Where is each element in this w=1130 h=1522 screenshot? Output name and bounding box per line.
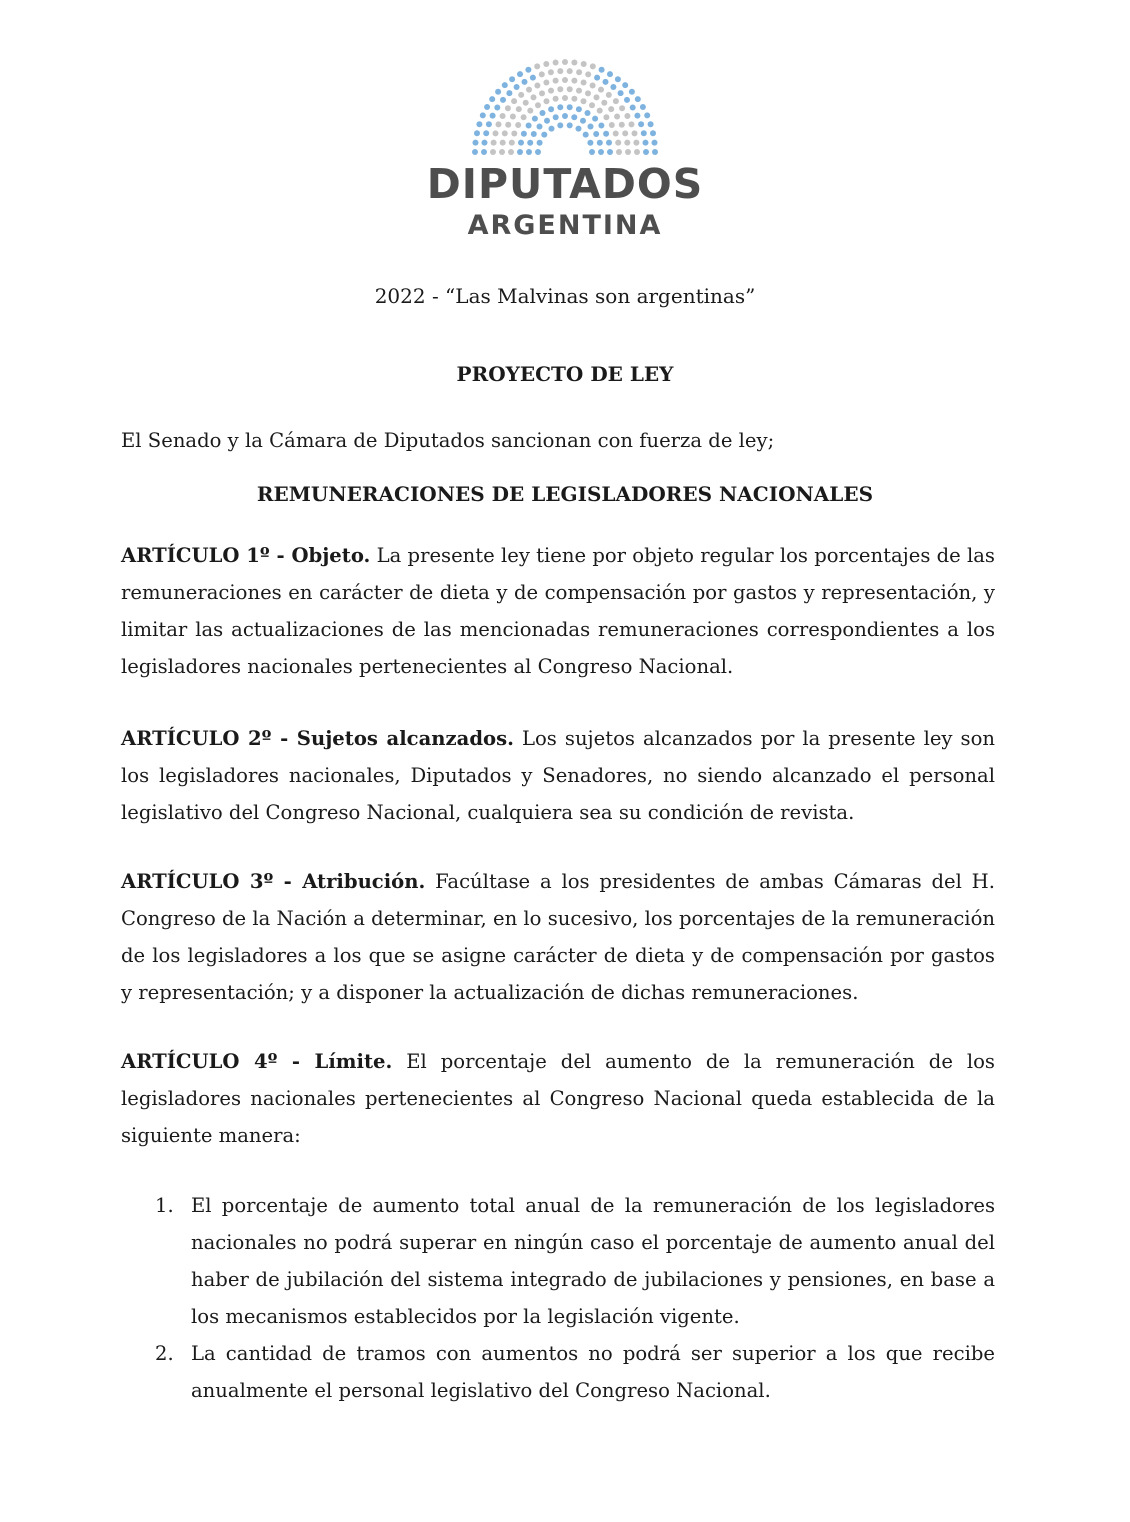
seat-dot bbox=[486, 121, 492, 127]
article-1 bbox=[121, 537, 995, 685]
seat-dot bbox=[481, 149, 487, 155]
seat-dot bbox=[526, 149, 532, 155]
seat-dot bbox=[510, 114, 516, 120]
seat-dot bbox=[609, 122, 615, 128]
seat-dot bbox=[643, 140, 649, 146]
seat-dot bbox=[557, 68, 563, 74]
diputados-logo bbox=[0, 50, 1130, 250]
seat-dot bbox=[527, 108, 533, 114]
seat-dot bbox=[618, 90, 624, 96]
seat-dot bbox=[541, 132, 547, 138]
seat-dot bbox=[615, 76, 621, 82]
seat-dot bbox=[540, 110, 546, 116]
seat-dot bbox=[526, 87, 532, 93]
seat-dot bbox=[500, 97, 506, 103]
seat-dot bbox=[616, 149, 622, 155]
seat-dot bbox=[603, 79, 609, 85]
seat-dot bbox=[643, 149, 649, 155]
seat-dot bbox=[624, 140, 630, 146]
seat-dot bbox=[601, 100, 607, 106]
seat-dot bbox=[619, 105, 625, 111]
list-item bbox=[121, 1187, 995, 1335]
seat-dot bbox=[543, 80, 549, 86]
seat-dot bbox=[594, 94, 600, 100]
seat-dot bbox=[607, 149, 613, 155]
seat-dot bbox=[496, 121, 502, 127]
seat-dot bbox=[632, 130, 638, 136]
seat-dot bbox=[491, 140, 497, 146]
seat-dot bbox=[576, 126, 582, 132]
seat-dot bbox=[567, 122, 573, 128]
seat-dot bbox=[644, 112, 650, 118]
year-motto: 2022 - “Las Malvinas son argentinas” bbox=[374, 284, 756, 308]
article-4-lead: ARTÍCULO 4º - Límite. bbox=[121, 1050, 393, 1073]
seat-dot bbox=[608, 106, 614, 112]
seat-dot bbox=[593, 131, 599, 137]
seat-dot bbox=[598, 123, 604, 129]
seat-dot bbox=[534, 83, 540, 89]
seat-dot bbox=[634, 113, 640, 119]
seat-dot bbox=[633, 140, 639, 146]
law-title: REMUNERACIONES DE LEGISLADORES NACIONALES bbox=[256, 482, 874, 506]
seat-dot bbox=[490, 149, 496, 155]
seat-dot bbox=[553, 60, 559, 66]
seat-dot bbox=[622, 82, 628, 88]
seat-dot bbox=[517, 149, 523, 155]
seat-dot bbox=[585, 90, 591, 96]
article-4-text: El porcentaje del aumento de la remuneración de los legisladores nacionales pertenecientes al Congreso Nacional queda establecida de la siguiente manera: bbox=[121, 1050, 995, 1147]
seat-dot bbox=[624, 97, 630, 103]
seat-dot bbox=[599, 67, 605, 73]
seat-dot bbox=[527, 140, 533, 146]
seat-dot bbox=[567, 104, 573, 110]
seat-dot bbox=[535, 149, 541, 155]
seat-dot bbox=[505, 105, 511, 111]
seat-dot bbox=[514, 84, 520, 90]
seat-dot bbox=[571, 60, 577, 66]
seat-dot bbox=[543, 61, 549, 67]
seat-dot bbox=[587, 140, 593, 146]
seat-dot bbox=[589, 149, 595, 155]
seat-dot bbox=[509, 140, 515, 146]
seat-dot bbox=[544, 118, 550, 124]
seat-dot bbox=[518, 140, 524, 146]
seat-dot bbox=[640, 104, 646, 110]
seat-dot bbox=[581, 98, 587, 104]
seat-dot bbox=[534, 63, 540, 69]
seat-dot bbox=[585, 71, 591, 77]
seat-dot bbox=[624, 113, 630, 119]
article-2 bbox=[121, 720, 995, 831]
seat-dot bbox=[539, 90, 545, 96]
seat-dot bbox=[635, 96, 641, 102]
seat-dot bbox=[613, 98, 619, 104]
seat-dot bbox=[606, 92, 612, 98]
seat-dot bbox=[588, 124, 594, 130]
seat-dot bbox=[648, 121, 654, 127]
seat-dot bbox=[592, 116, 598, 122]
article-3 bbox=[121, 863, 995, 1011]
list-item-number: 2. bbox=[155, 1342, 174, 1365]
seat-dot bbox=[537, 140, 543, 146]
seat-dot bbox=[506, 90, 512, 96]
seat-dot bbox=[515, 122, 521, 128]
seat-dot bbox=[476, 121, 482, 127]
seat-dot bbox=[531, 131, 537, 137]
seat-dot bbox=[517, 71, 523, 77]
seat-dot bbox=[576, 88, 582, 94]
seat-dot bbox=[518, 92, 524, 98]
article-3-lead: ARTÍCULO 3º - Atribución. bbox=[121, 870, 426, 893]
seat-dot bbox=[557, 86, 563, 92]
seat-dot bbox=[603, 114, 609, 120]
seat-dot bbox=[571, 96, 577, 102]
seat-dot bbox=[473, 140, 479, 146]
seat-dot bbox=[522, 79, 528, 85]
seat-dot bbox=[482, 140, 488, 146]
seat-dot bbox=[553, 114, 559, 120]
article-1-text: La presente ley tiene por objeto regular los porcentajes de las remuneraciones en carácter de dieta y de compensación por gastos y representación, y limitar las actualizaciones de las mencionadas remuneraciones correspondientes a los legisladores nacionales pertenecientes al Congreso Nacional. bbox=[121, 544, 995, 678]
seat-dot bbox=[613, 131, 619, 137]
seat-dot bbox=[500, 140, 506, 146]
article-1-lead: ARTÍCULO 1º - Objeto. bbox=[121, 544, 371, 567]
seat-dot bbox=[562, 77, 568, 83]
seat-dot bbox=[581, 80, 587, 86]
article-4-list bbox=[121, 1187, 995, 1409]
seat-dot bbox=[535, 102, 541, 108]
seat-dot bbox=[583, 132, 589, 138]
seat-dot bbox=[505, 122, 511, 128]
seat-dot bbox=[480, 112, 486, 118]
seat-dot bbox=[630, 105, 636, 111]
article-2-lead: ARTÍCULO 2º - Sujetos alcanzados. bbox=[121, 727, 514, 750]
list-item-text: La cantidad de tramos con aumentos no podrá ser superior a los que recibe anualmente el personal legislativo del Congreso Nacional. bbox=[191, 1342, 995, 1402]
seat-dot bbox=[553, 96, 559, 102]
seat-dot bbox=[597, 108, 603, 114]
seat-dot bbox=[589, 102, 595, 108]
seat-dot bbox=[562, 59, 568, 65]
seat-dot bbox=[652, 149, 658, 155]
seat-dot bbox=[619, 122, 625, 128]
seat-dot bbox=[576, 69, 582, 75]
article-2-text: Los sujetos alcanzados por la presente ley son los legisladores nacionales, Diputados y Senadores, no siendo alcanzado el personal legislativo del Congreso Nacional, cualquiera sea su condición de revista. bbox=[121, 727, 995, 824]
seat-dot bbox=[548, 69, 554, 75]
seat-dot bbox=[532, 116, 538, 122]
seat-dot bbox=[521, 131, 527, 137]
seat-dot bbox=[650, 130, 656, 136]
enacting-clause: El Senado y la Cámara de Diputados sancionan con fuerza de ley; bbox=[121, 429, 775, 452]
seat-dot bbox=[549, 126, 555, 132]
seat-dot bbox=[489, 96, 495, 102]
seat-dot bbox=[562, 113, 568, 119]
seat-dot bbox=[526, 123, 532, 129]
seat-dot bbox=[571, 114, 577, 120]
seat-dot bbox=[590, 83, 596, 89]
seat-dot bbox=[607, 71, 613, 77]
seat-dot bbox=[502, 130, 508, 136]
seat-dot bbox=[576, 106, 582, 112]
seat-dot bbox=[493, 130, 499, 136]
seat-dot bbox=[494, 105, 500, 111]
seat-dot bbox=[634, 149, 640, 155]
logo-title: DIPUTADOS bbox=[426, 160, 704, 208]
seat-dot bbox=[629, 121, 635, 127]
seat-dot bbox=[594, 75, 600, 81]
list-item bbox=[121, 1335, 995, 1409]
seat-dot bbox=[606, 140, 612, 146]
list-item-number: 1. bbox=[155, 1194, 174, 1217]
seat-dot bbox=[472, 149, 478, 155]
seat-dot bbox=[539, 71, 545, 77]
article-4 bbox=[121, 1043, 995, 1154]
seat-dot bbox=[516, 106, 522, 112]
list-item-text: El porcentaje de aumento total anual de la remuneración de los legisladores nacionales no podrá superar en ningún caso el porcentaje de aumento anual del haber de jubilación del sistema integrado de jubilaciones y pensiones, en base a los mecanismos establecidos por la legislación vigente. bbox=[191, 1194, 995, 1328]
seat-dot bbox=[562, 95, 568, 101]
seat-dot bbox=[598, 87, 604, 93]
seat-dot bbox=[521, 114, 527, 120]
seat-dot bbox=[603, 131, 609, 137]
seat-dot bbox=[581, 61, 587, 67]
seat-dot bbox=[597, 140, 603, 146]
seat-dot bbox=[598, 149, 604, 155]
seat-dot bbox=[484, 104, 490, 110]
seat-dot bbox=[537, 124, 543, 130]
seat-dot bbox=[502, 82, 508, 88]
seat-dot bbox=[629, 89, 635, 95]
seat-dot bbox=[553, 78, 559, 84]
seat-dot bbox=[638, 121, 644, 127]
seat-dot bbox=[509, 76, 515, 82]
seat-dot bbox=[580, 118, 586, 124]
seat-dot bbox=[585, 110, 591, 116]
seat-dot bbox=[548, 106, 554, 112]
seat-dot bbox=[548, 88, 554, 94]
seat-dot bbox=[490, 113, 496, 119]
seat-dot bbox=[530, 75, 536, 81]
seat-dot bbox=[525, 67, 531, 73]
seat-dot bbox=[557, 122, 563, 128]
hemicycle-seats-icon bbox=[455, 58, 675, 158]
seat-dot bbox=[652, 140, 658, 146]
seat-dot bbox=[614, 114, 620, 120]
seat-dot bbox=[567, 68, 573, 74]
seat-dot bbox=[615, 140, 621, 146]
document-heading: PROYECTO DE LEY bbox=[456, 362, 674, 386]
seat-dot bbox=[567, 86, 573, 92]
article-3-text: Facúltase a los presidentes de ambas Cámaras del H. Congreso de la Nación a determinar, en lo sucesivo, los porcentajes de la remuneración de los legisladores a los que se asigne carácter de dieta y de compensación por gastos y representación; y a disponer la actualización de dichas remuneraciones. bbox=[121, 870, 995, 1004]
seat-dot bbox=[511, 131, 517, 137]
seat-dot bbox=[523, 100, 529, 106]
seat-dot bbox=[483, 130, 489, 136]
seat-dot bbox=[622, 130, 628, 136]
seat-dot bbox=[531, 94, 537, 100]
seat-dot bbox=[508, 149, 514, 155]
seat-dot bbox=[495, 89, 501, 95]
seat-dot bbox=[625, 149, 631, 155]
logo-subtitle: ARGENTINA bbox=[467, 210, 663, 241]
seat-dot bbox=[544, 98, 550, 104]
seat-dot bbox=[511, 98, 517, 104]
seat-dot bbox=[499, 149, 505, 155]
seat-dot bbox=[571, 78, 577, 84]
seat-dot bbox=[557, 104, 563, 110]
seat-dot bbox=[610, 84, 616, 90]
seat-dot bbox=[641, 130, 647, 136]
seat-dot bbox=[500, 113, 506, 119]
seat-dot bbox=[474, 130, 480, 136]
seat-dot bbox=[590, 63, 596, 69]
